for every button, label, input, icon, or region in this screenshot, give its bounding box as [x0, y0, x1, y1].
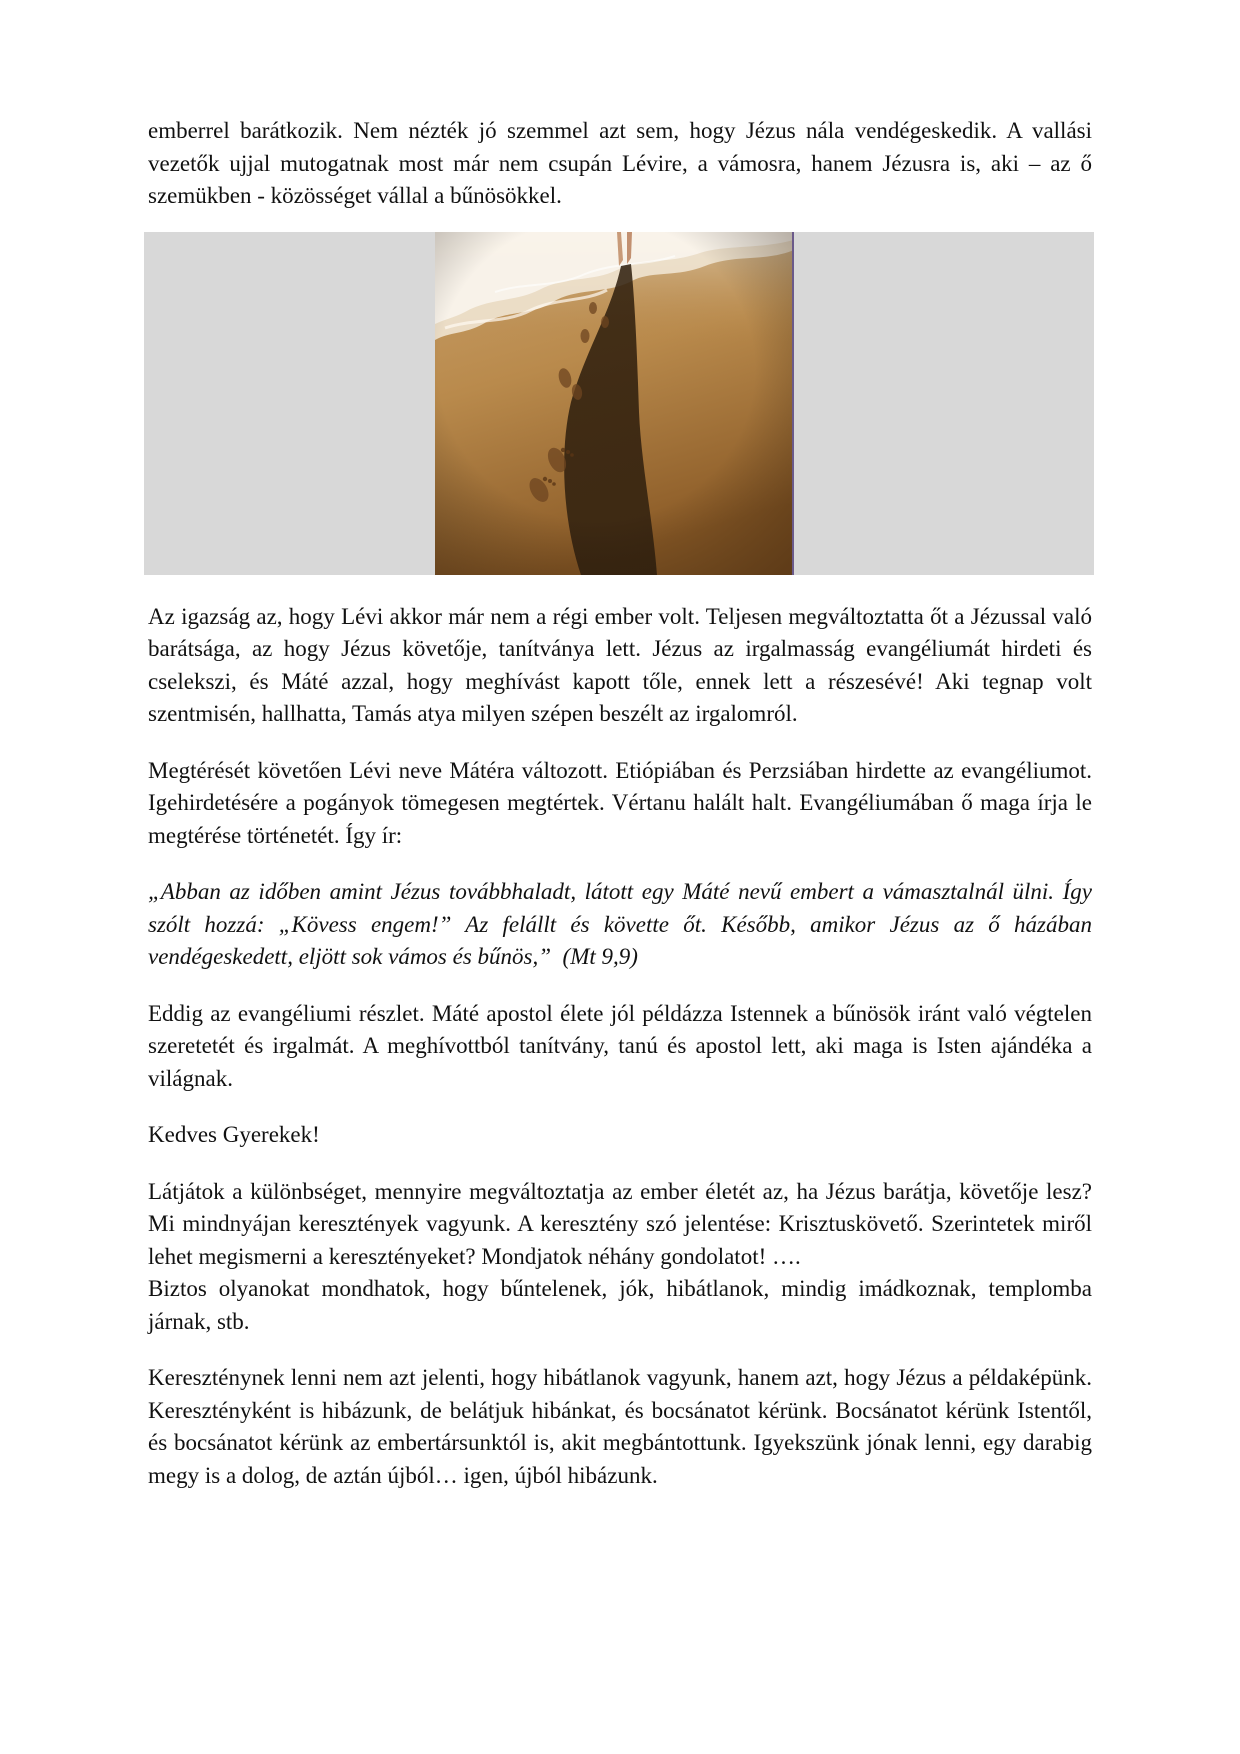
paragraph-8: Biztos olyanokat mondhatok, hogy bűntelenek, jók, hibátlanok, mindig imádkoznak, templomba járnak, stb.: [148, 1276, 1092, 1334]
paragraph-7: Látjátok a különbséget, mennyire megváltoztatja az ember életét az, ha Jézus barátja, követője lesz? Mi mindnyájan keresztények vagyunk. A keresztény szó jelentése: Krisztuskövető. Szerintetek miről lehet megismerni a keresztényeket? Mondjatok néhány gondolatot! ….: [148, 1178, 1092, 1269]
image-band: [144, 232, 1094, 575]
paragraph-9: Kereszténynek lenni nem azt jelenti, hogy hibátlanok vagyunk, hanem azt, hogy Jézus a példaképünk. Keresztényként is hibázunk, de belátjuk hibánkat, és bocsánatot kérünk. Bocsánatot kérünk Istentől, és bocsánatot kérünk az embertársunktól is, akit megbántottunk. Igyekszünk jónak lenni, egy darabig megy is a dolog, de aztán újból… igen, újból hibázunk.: [148, 1365, 1092, 1488]
quote-reference: (Mt 9,9): [562, 944, 638, 969]
gospel-quote: [148, 876, 1092, 974]
quote-text: „Abban az időben amint Jézus továbbhaladt, látott egy Máté nevű embert a vámasztalnál ülni. Így szólt hozzá: „Kövess engem!” Az felállt és követte őt. Később, amikor Jézus az ő házában vendégeskedett, eljött sok vámos és bűnös,”: [148, 879, 1092, 969]
document-page: [148, 115, 1092, 1492]
greeting: Kedves Gyerekek!: [148, 1122, 320, 1147]
paragraph-2: Az igazság az, hogy Lévi akkor már nem a régi ember volt. Teljesen megváltoztatta őt a Jézussal való barátsága, az hogy Jézus követője, tanítványa lett. Jézus az irgalmasság evangéliumát hirdeti és cselekszi, és Máté azzal, hogy meghívást kapott tőle, ennek lett a részesévé! Aki tegnap volt szentmisén, hallhatta, Tamás atya milyen szépen beszélt az irgalomról.: [148, 603, 1092, 726]
paragraph-3: Megtérését követően Lévi neve Mátéra változott. Etiópiában és Perzsiában hirdette az evangéliumot. Igehirdetésére a pogányok tömegesen megtértek. Vértanu halált halt. Evangéliumában ő maga írja le megtérése történetét. Így ír:: [148, 757, 1092, 848]
paragraph-5: Eddig az evangéliumi részlet. Máté apostol élete jól példázza Istennek a bűnösök iránt való végtelen szeretetét és irgalmát. A meghívottból tanítvány, tanú és apostol lett, aki maga is Isten ajándéka a világnak.: [148, 1000, 1092, 1091]
footprints-on-beach-photo: [435, 232, 794, 575]
paragraph-1: emberrel barátkozik. Nem nézték jó szemmel azt sem, hogy Jézus nála vendégeskedik. A vallási vezetők ujjal mutogatnak most már nem csupán Lévire, a vámosra, hanem Jézusra is, aki – az ő szemükben - közösséget vállal a bűnösökkel.: [148, 118, 1092, 208]
